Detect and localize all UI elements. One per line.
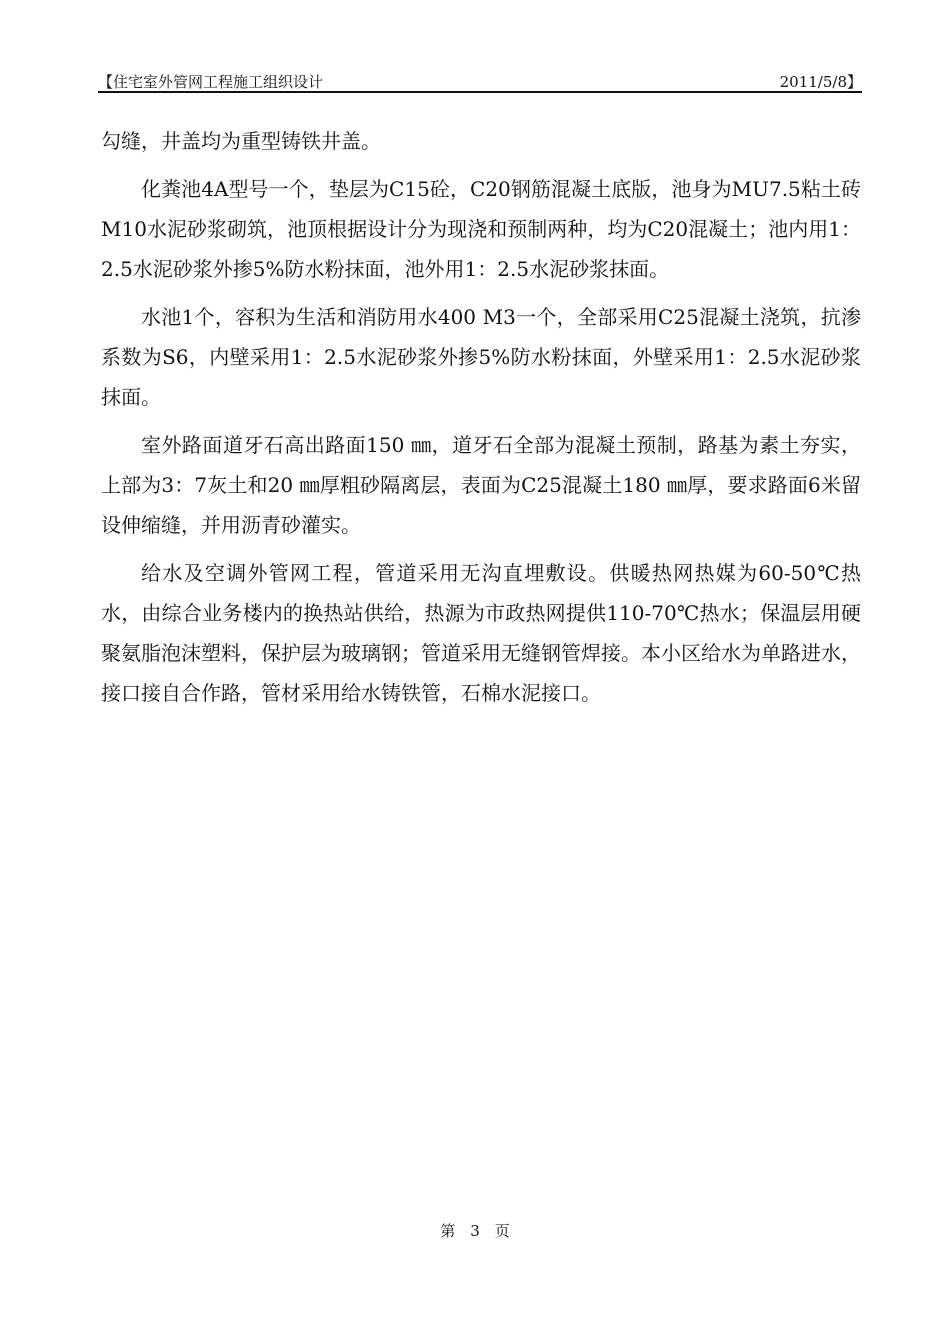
document-body: [101, 121, 861, 713]
paragraph-septic-tank: 化粪池4A型号一个，垫层为C15砼，C20钢筋混凝土底版，池身为MU7.5粘土砖M10水泥砂浆砌筑，池顶根据设计分为现浇和预制两种，均为C20混凝土；池内用1：2.5水泥砂浆外掺5%防水粉抹面，池外用1：2.5水泥砂浆抹面。: [101, 177, 861, 281]
paragraph-road-surface: 室外路面道牙石高出路面150 ㎜，道牙石全部为混凝土预制，路基为素土夯实，上部为3：7灰土和20 ㎜厚粗砂隔离层，表面为C25混凝土180 ㎜厚，要求路面6米留设伸缩缝，并用沥青砂灌实。: [101, 433, 861, 537]
document-title: 【住宅室外管网工程施工组织设计: [98, 73, 324, 91]
page-number: 第 3 页: [440, 1222, 510, 1240]
paragraph-pipe-network: 给水及空调外管网工程，管道采用无沟直埋敷设。供暖热网热媒为60-50℃热水，由综合业务楼内的换热站供给，热源为市政热网提供110-70℃热水；保温层用硬聚氨脂泡沫塑料，保护层为玻璃钢；管道采用无缝钢管焊接。本小区给水为单路进水，接口接自合作路，管材采用给水铸铁管，石棉水泥接口。: [101, 561, 861, 705]
paragraph-water-tank: 水池1个，容积为生活和消防用水400 M3一个，全部采用C25混凝土浇筑，抗渗系数为S6，内壁采用1：2.5水泥砂浆外掺5%防水粉抹面，外壁采用1：2.5水泥砂浆抹面。: [101, 305, 861, 409]
page-header: [98, 66, 862, 92]
document-date: 2011/5/8】: [779, 73, 862, 91]
header-divider: [98, 91, 862, 93]
paragraph-continuation: 勾缝，井盖均为重型铸铁井盖。: [101, 129, 381, 153]
